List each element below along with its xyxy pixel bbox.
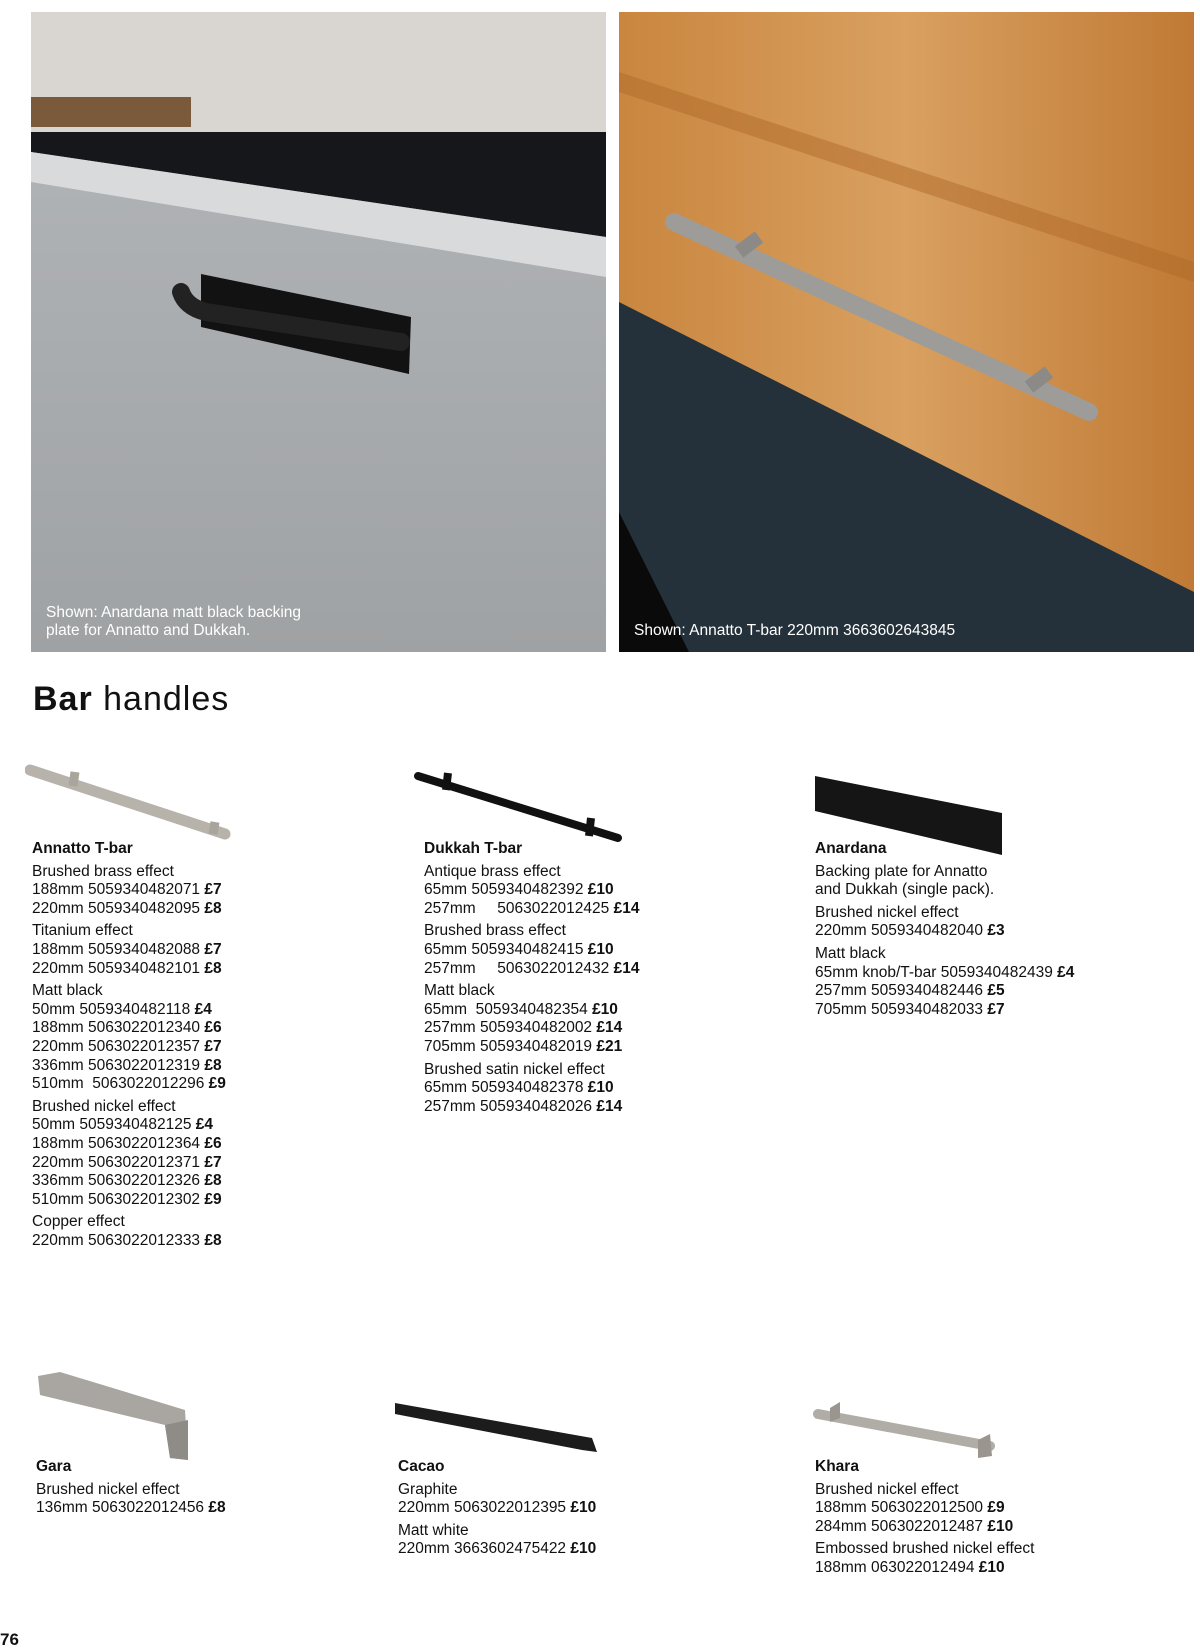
- product-name: Gara: [36, 1458, 72, 1475]
- size-and-code: 188mm 5059340482071: [32, 881, 205, 899]
- sku-line: [815, 1001, 1015, 1020]
- price: £8: [204, 959, 222, 977]
- sku-line: [32, 1001, 226, 1020]
- size-and-code: 188mm 5063022012340: [32, 1019, 205, 1037]
- cabinet-scene-illustration: [619, 12, 1194, 652]
- size-and-code: 188mm 5059340482088: [32, 940, 205, 958]
- finish-group: [32, 1213, 226, 1250]
- product-name: Khara: [815, 1458, 859, 1475]
- size-and-code: 65mm 5059340482378: [424, 1079, 588, 1097]
- sku-line: [32, 1191, 226, 1210]
- caption-line: Shown: Anardana matt black backing: [46, 604, 302, 621]
- finish-group: [32, 922, 226, 978]
- size-and-code: 510mm 5063022012296: [32, 1075, 209, 1093]
- finish-group: [815, 1540, 1034, 1577]
- product-annatto-t-bar: [32, 840, 226, 1254]
- caption-line: Shown: Annatto T-bar 220mm 3663602643845: [634, 622, 956, 639]
- sku-line: [815, 982, 1015, 1001]
- size-and-code: 257mm 5059340482446: [815, 982, 988, 1000]
- finish-group: [424, 1061, 639, 1117]
- price: £10: [570, 1540, 597, 1558]
- sku-line: [32, 1135, 226, 1154]
- finish-label: Embossed brushed nickel effect: [815, 1540, 1035, 1558]
- title-bold: Bar: [33, 680, 93, 718]
- price: £14: [596, 1097, 623, 1115]
- size-and-code: 284mm 5063022012487: [815, 1517, 988, 1535]
- product-name: Annatto T-bar: [32, 840, 133, 857]
- photo-oak-cabinet: [619, 12, 1194, 652]
- sku-line: [398, 1540, 596, 1559]
- size-and-code: 336mm 5063022012326: [32, 1172, 205, 1190]
- annatto-tbar-image: [25, 762, 235, 847]
- price: £3: [987, 922, 1005, 940]
- size-and-code: 220mm 5063022012333: [32, 1231, 205, 1249]
- product-dukkah-t-bar: [424, 840, 639, 1120]
- size-and-code: 257mm 5059340482026: [424, 1097, 597, 1115]
- price: £4: [195, 1116, 213, 1134]
- finish-group: [398, 1522, 596, 1559]
- price: £10: [592, 1000, 618, 1018]
- finish-group: [32, 1098, 226, 1210]
- finish-group: [424, 863, 639, 919]
- sku-line: [424, 1098, 639, 1117]
- price: £10: [987, 1517, 1014, 1535]
- size-and-code: 220mm 5063022012371: [32, 1153, 205, 1171]
- sku-line: [32, 881, 226, 900]
- size-and-code: 50mm 5059340482118: [32, 1000, 195, 1018]
- sku-line: [424, 881, 639, 900]
- finish-group: [424, 982, 639, 1056]
- size-and-code: 705mm 5059340482019: [424, 1037, 597, 1055]
- finish-group: [815, 1481, 1034, 1537]
- finish-label: Copper effect: [32, 1213, 125, 1231]
- finish-label: Brushed nickel effect: [36, 1480, 180, 1498]
- size-and-code: 188mm 063022012494: [815, 1558, 979, 1576]
- finish-group: [32, 863, 226, 919]
- size-and-code: 257mm 5063022012425: [424, 899, 614, 917]
- drawer-scene-illustration: [31, 12, 606, 652]
- finish-label: Titanium effect: [32, 922, 133, 940]
- sku-line: [32, 900, 226, 919]
- finish-label: Matt black: [424, 982, 495, 1000]
- photo-caption: [46, 604, 301, 640]
- dukkah-tbar-image: [413, 768, 623, 848]
- size-and-code: 220mm 5059340482101: [32, 959, 205, 977]
- size-and-code: 220mm 5059340482095: [32, 899, 205, 917]
- sku-line: [398, 1499, 596, 1518]
- sku-line: [424, 1019, 639, 1038]
- finish-group: [815, 863, 1015, 900]
- sku-line: [32, 1019, 226, 1038]
- price: £5: [987, 982, 1005, 1000]
- finish-group: [424, 922, 639, 978]
- sku-line: [32, 1116, 226, 1135]
- price: £14: [613, 959, 640, 977]
- cacao-handle-image: [392, 1400, 602, 1455]
- price: £7: [204, 881, 222, 899]
- price: £14: [596, 1019, 623, 1037]
- size-and-code: 188mm 5063022012500: [815, 1499, 988, 1517]
- sku-line: [424, 941, 639, 960]
- sku-line: [32, 1057, 226, 1076]
- finish-label: Brushed satin nickel effect: [424, 1060, 605, 1078]
- title-rest: handles: [92, 680, 230, 718]
- price: £6: [204, 1019, 222, 1037]
- finish-label: Antique brass effect: [424, 862, 561, 880]
- sku-line: [815, 1499, 1034, 1518]
- sku-line: [424, 1038, 639, 1057]
- price: £10: [570, 1499, 597, 1517]
- sku-line: [815, 1559, 1034, 1578]
- sku-line: [815, 922, 1015, 941]
- price: £8: [204, 1056, 222, 1074]
- sku-line: [32, 1038, 226, 1057]
- sku-line: [32, 960, 226, 979]
- finish-label: Brushed brass effect: [424, 922, 566, 940]
- product-name: Dukkah T-bar: [424, 840, 523, 857]
- price: £4: [1057, 963, 1075, 981]
- sku-line: [32, 1232, 226, 1251]
- sku-line: [32, 1172, 226, 1191]
- size-and-code: 65mm 5059340482392: [424, 881, 588, 899]
- size-and-code: 188mm 5063022012364: [32, 1134, 205, 1152]
- price: £8: [204, 1231, 222, 1249]
- price: £9: [987, 1499, 1005, 1517]
- size-and-code: 50mm 5059340482125: [32, 1116, 196, 1134]
- size-and-code: 705mm 5059340482033: [815, 1000, 988, 1018]
- price: £8: [204, 899, 222, 917]
- photo-grey-drawer: [31, 12, 606, 652]
- sku-line: [36, 1499, 226, 1518]
- price: £10: [978, 1558, 1005, 1576]
- price: £7: [204, 940, 222, 958]
- finish-label: Graphite: [398, 1480, 458, 1498]
- sku-line: [32, 1154, 226, 1173]
- sku-line: [424, 1079, 639, 1098]
- size-and-code: 220mm 5063022012395: [398, 1499, 571, 1517]
- price: £9: [208, 1075, 226, 1093]
- sku-line: [424, 960, 639, 979]
- product-name: Cacao: [398, 1458, 445, 1475]
- price: £9: [204, 1190, 222, 1208]
- size-and-code: 220mm 5063022012357: [32, 1037, 205, 1055]
- product-cacao: [398, 1458, 596, 1563]
- size-and-code: 257mm 5063022012432: [424, 959, 614, 977]
- price: £4: [194, 1000, 212, 1018]
- size-and-code: 65mm 5059340482354: [424, 1000, 593, 1018]
- sku-line: [424, 1001, 639, 1020]
- price: £21: [596, 1037, 623, 1055]
- price: £7: [204, 1037, 222, 1055]
- photo-caption: [634, 622, 955, 640]
- price: £6: [204, 1134, 222, 1152]
- finish-group: [815, 944, 1075, 1019]
- product-khara: [815, 1458, 1034, 1582]
- finish-label: Brushed nickel effect: [815, 903, 959, 921]
- price: £10: [587, 940, 614, 958]
- price: £7: [987, 1000, 1005, 1018]
- size-and-code: 136mm 5063022012456: [36, 1499, 209, 1517]
- price: £8: [204, 1172, 222, 1190]
- finish-label: Backing plate for Annatto and Dukkah (single pack).: [815, 862, 995, 899]
- size-and-code: 220mm 5059340482040: [815, 922, 988, 940]
- finish-label: Brushed nickel effect: [32, 1097, 176, 1115]
- finish-label: Matt white: [398, 1521, 469, 1539]
- product-anardana: [815, 840, 1075, 1023]
- finish-group: [398, 1481, 596, 1518]
- caption-line: plate for Annatto and Dukkah.: [46, 622, 251, 639]
- sku-line: [815, 1518, 1034, 1537]
- price: £8: [208, 1499, 226, 1517]
- size-and-code: 220mm 3663602475422: [398, 1540, 571, 1558]
- gara-handle-image: [30, 1370, 195, 1462]
- finish-label: Brushed nickel effect: [815, 1480, 959, 1498]
- price: £7: [204, 1153, 222, 1171]
- size-and-code: 65mm 5059340482415: [424, 940, 588, 958]
- finish-label: Matt black: [32, 982, 103, 1000]
- price: £14: [613, 899, 640, 917]
- page-title: [33, 680, 229, 719]
- finish-label: Brushed brass effect: [32, 862, 174, 880]
- price: £10: [587, 881, 614, 899]
- finish-group: [32, 982, 226, 1094]
- product-name: Anardana: [815, 840, 887, 857]
- sku-line: [32, 941, 226, 960]
- page-number: 76: [0, 1630, 19, 1649]
- price: £10: [587, 1079, 614, 1097]
- khara-handle-image: [810, 1400, 1000, 1460]
- product-gara: [36, 1458, 226, 1522]
- size-and-code: 257mm 5059340482002: [424, 1019, 597, 1037]
- size-and-code: 65mm knob/T-bar 5059340482439: [815, 963, 1058, 981]
- sku-line: [32, 1075, 226, 1094]
- size-and-code: 510mm 5063022012302: [32, 1190, 205, 1208]
- finish-group: [815, 904, 1015, 941]
- sku-line: [424, 900, 639, 919]
- sku-line: [815, 963, 1075, 983]
- finish-label: Matt black: [815, 944, 886, 962]
- finish-group: [36, 1481, 226, 1518]
- size-and-code: 336mm 5063022012319: [32, 1056, 205, 1074]
